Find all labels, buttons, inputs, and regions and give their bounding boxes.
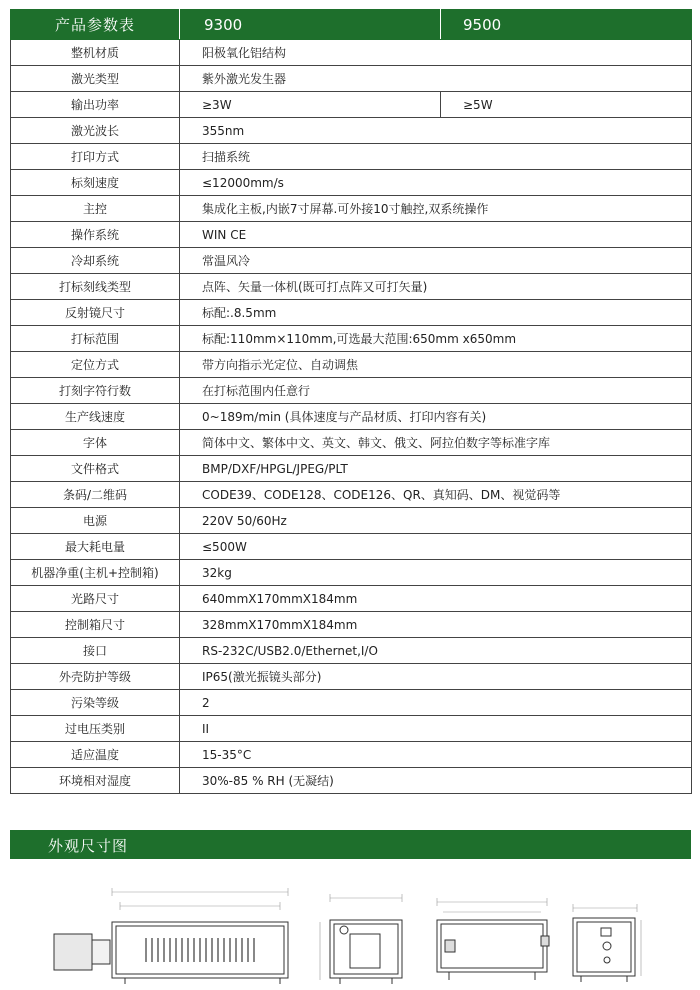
row-value: 30%-85 % RH (无凝结): [180, 768, 692, 794]
row-label: 操作系统: [11, 222, 180, 248]
row-value: 带方向指示光定位、自动调焦: [180, 352, 692, 378]
row-label: 输出功率: [11, 92, 180, 118]
row-value: BMP/DXF/HPGL/JPEG/PLT: [180, 456, 692, 482]
row-value: ≤12000mm/s: [180, 170, 692, 196]
table-row: [11, 378, 692, 404]
row-value: 集成化主板,内嵌7寸屏幕.可外接10寸触控,双系统操作: [180, 196, 692, 222]
table-row: [11, 612, 692, 638]
row-label: 条码/二维码: [11, 482, 180, 508]
table-row: [11, 40, 692, 66]
row-label: 机器净重(主机+控制箱): [11, 560, 180, 586]
table-row: [11, 222, 692, 248]
row-label: 光路尺寸: [11, 586, 180, 612]
table-row: [11, 690, 692, 716]
row-label: 文件格式: [11, 456, 180, 482]
section-title: 外观尺寸图: [48, 837, 129, 855]
row-value: 扫描系统: [180, 144, 692, 170]
table-row: [11, 716, 692, 742]
table-row: [11, 508, 692, 534]
row-value: 标配:110mm×110mm,可选最大范围:650mm x650mm: [180, 326, 692, 352]
row-label: 打标刻线类型: [11, 274, 180, 300]
spec-table: [10, 9, 692, 794]
row-label: 污染等级: [11, 690, 180, 716]
row-label: 激光波长: [11, 118, 180, 144]
row-label: 激光类型: [11, 66, 180, 92]
row-label: 冷却系统: [11, 248, 180, 274]
drawing-front-view: [50, 880, 300, 985]
table-row: [11, 638, 692, 664]
table-row: [11, 118, 692, 144]
table-row: [11, 664, 692, 690]
row-label: 定位方式: [11, 352, 180, 378]
row-value: 328mmX170mmX184mm: [180, 612, 692, 638]
table-row: [11, 300, 692, 326]
row-label: 打标范围: [11, 326, 180, 352]
row-value: 2: [180, 690, 692, 716]
table-row: [11, 586, 692, 612]
table-row: [11, 768, 692, 794]
row-value: II: [180, 716, 692, 742]
row-value: 阳极氧化铝结构: [180, 40, 692, 66]
row-label: 电源: [11, 508, 180, 534]
table-row: [11, 534, 692, 560]
row-label: 适应温度: [11, 742, 180, 768]
drawing-side-view: [310, 880, 410, 985]
row-value: 简体中文、繁体中文、英文、韩文、俄文、阿拉伯数字等标准字库: [180, 430, 692, 456]
header-model-9300: 9300: [180, 10, 441, 40]
row-label: 反射镜尺寸: [11, 300, 180, 326]
header-label: 产品参数表: [11, 10, 180, 40]
table-row: [11, 170, 692, 196]
row-value: RS-232C/USB2.0/Ethernet,I/O: [180, 638, 692, 664]
row-label: 主控: [11, 196, 180, 222]
table-row: [11, 430, 692, 456]
row-value: CODE39、CODE128、CODE126、QR、真知码、DM、视觉码等: [180, 482, 692, 508]
row-value: 在打标范围内任意行: [180, 378, 692, 404]
row-label: 环境相对湿度: [11, 768, 180, 794]
table-row: [11, 482, 692, 508]
row-label: 生产线速度: [11, 404, 180, 430]
table-row: [11, 66, 692, 92]
row-label: 控制箱尺寸: [11, 612, 180, 638]
row-value: 标配:.8.5mm: [180, 300, 692, 326]
row-value: 常温风冷: [180, 248, 692, 274]
row-value: IP65(激光振镜头部分): [180, 664, 692, 690]
row-label: 字体: [11, 430, 180, 456]
row-label: 整机材质: [11, 40, 180, 66]
row-value: ≥3W: [180, 92, 441, 118]
row-value: 15-35°C: [180, 742, 692, 768]
row-value: 紫外激光发生器: [180, 66, 692, 92]
table-row: [11, 560, 692, 586]
row-value: 点阵、矢量一体机(既可打点阵又可打矢量): [180, 274, 692, 300]
table-row: [11, 742, 692, 768]
table-row: [11, 274, 692, 300]
table-row: [11, 352, 692, 378]
row-value: 640mmX170mmX184mm: [180, 586, 692, 612]
table-row: [11, 456, 692, 482]
row-value: 32kg: [180, 560, 692, 586]
table-row: [11, 196, 692, 222]
row-value: WIN CE: [180, 222, 692, 248]
row-value: ≤500W: [180, 534, 692, 560]
row-value: 0~189m/min (具体速度与产品材质、打印内容有关): [180, 404, 692, 430]
row-value: 355nm: [180, 118, 692, 144]
row-label: 接口: [11, 638, 180, 664]
row-label: 外壳防护等级: [11, 664, 180, 690]
drawing-controller-front-view: [425, 880, 555, 985]
row-value-9500: ≥5W: [441, 92, 692, 118]
row-label: 过电压类别: [11, 716, 180, 742]
row-label: 打刻字符行数: [11, 378, 180, 404]
row-label: 最大耗电量: [11, 534, 180, 560]
drawing-controller-side-view: [565, 880, 645, 985]
table-row: [11, 248, 692, 274]
section-title-bar: [10, 830, 691, 859]
table-header-row: [11, 10, 692, 40]
row-value: 220V 50/60Hz: [180, 508, 692, 534]
table-row: [11, 92, 692, 118]
row-label: 打印方式: [11, 144, 180, 170]
table-row: [11, 404, 692, 430]
table-row: [11, 326, 692, 352]
table-row: [11, 144, 692, 170]
row-label: 标刻速度: [11, 170, 180, 196]
header-model-9500: 9500: [441, 10, 692, 40]
